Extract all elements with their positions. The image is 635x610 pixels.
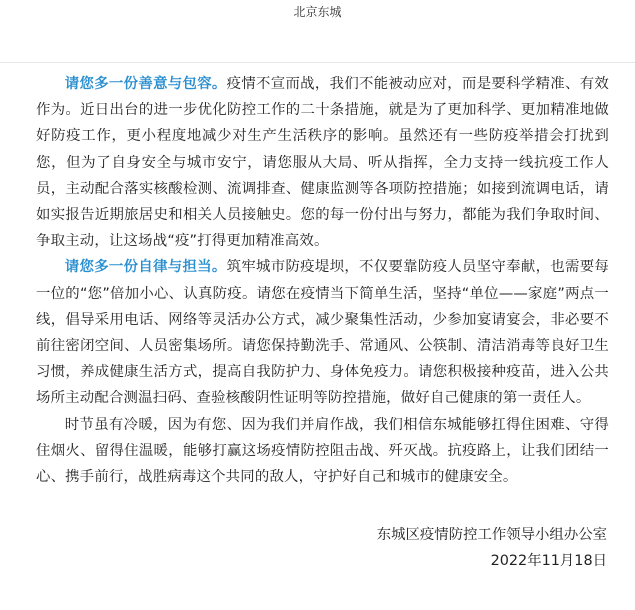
paragraph-2 [36,254,609,411]
paragraph-3-body: 时节虽有冷暖，因为有您、因为我们并肩作战，我们相信东城能够扛得住困难、守得住烟火、留得住温暖，能够打赢这场疫情防控阻击战、歼灭战。抗疫路上，让我们团结一心、携手前行，战胜病毒这个共同的敌人，守护好自己和城市的健康安全。 [36,416,609,486]
paragraph-3 [36,412,609,491]
paragraph-1-body: 疫情不宣而战，我们不能被动应对，而是要科学精准、有效作为。近日出台的进一步优化防控工作的二十条措施，就是为了更加科学、更加精准地做好防疫工作，更小程度地减少对生产生活秩序的影响。虽然还有一些防疫举措会打扰到您，但为了自身安全与城市安宁，请您服从大局、听从指挥，全力支持一线抗疫工作人员，主动配合落实核酸检测、流调排查、健康监测等各项防控措施；如接到流调电话，请如实报告近期旅居史和相关人员接触史。您的每一份付出与努力，都能为我们争取时间、争取主动，让这场战“疫”打得更加精准高效。 [36,76,609,250]
signature-date: 2022年11月18日 [490,553,607,570]
page-header [0,0,635,63]
signature-block [36,522,609,574]
source-title: 北京东城 [293,5,342,19]
paragraph-1-lead: 请您多一份善意与包容。 [64,76,227,92]
signature-org: 东城区疫情防控工作领导小组办公室 [376,527,607,544]
paragraph-2-lead: 请您多一份自律与担当。 [64,259,227,276]
paragraph-2-body: 筑牢城市防疫堤坝，不仅要靠防疫人员坚守奉献，也需要每一位的“您”倍加小心、认真防疫。请您在疫情当下简单生活，坚持“单位——家庭”两点一线，倡导采用电话、网络等灵活办公方式，减少聚集性活动，少参加宴请宴会，非必要不前往密闭空间、人员密集场所。请您保持勤洗手、常通风、公筷制、清洁消毒等良好卫生习惯，养成健康生活方式，提高自我防护力、身体免疫力。请您积极接种疫苗，进入公共场所主动配合测温扫码、查验核酸阴性证明等防控措施，做好自己健康的第一责任人。 [36,259,609,407]
paragraph-1 [36,71,609,254]
article-body [0,63,635,574]
